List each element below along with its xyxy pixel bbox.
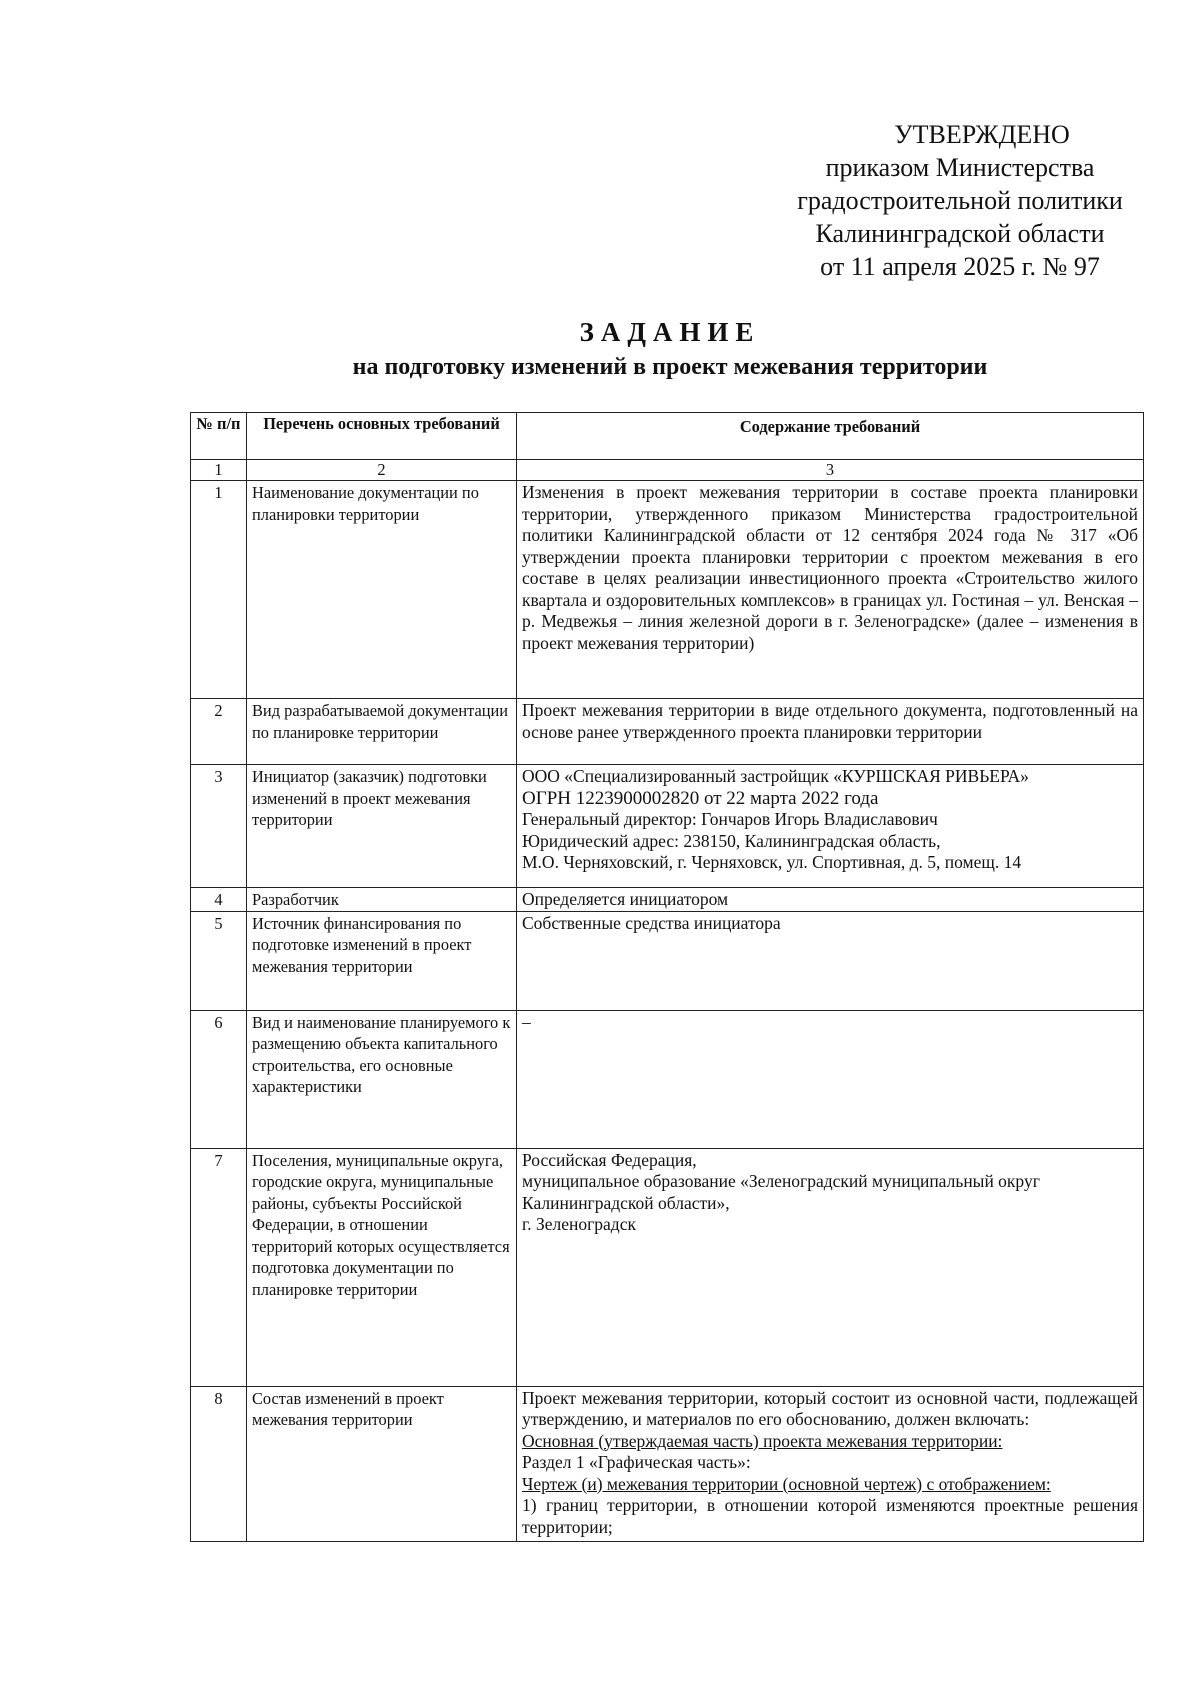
column-number: 2	[247, 460, 517, 481]
content-line: Российская Федерация,	[522, 1149, 697, 1170]
table-row	[191, 1386, 1144, 1541]
header-num: № п/п	[191, 413, 247, 460]
content-intro: Проект межевания территории, который состоит из основной части, подлежащей утверждению, и материалов по его обоснованию, должен включать:	[522, 1387, 1138, 1429]
table-row	[191, 911, 1144, 1010]
requirement-name: Вид и наименование планируемого к размещению объекта капитального строительства, его основные характеристики	[247, 1010, 517, 1148]
requirement-name: Состав изменений в проект межевания территории	[247, 1386, 517, 1541]
content-line: Юридический адрес: 238150, Калининградская область,	[522, 830, 941, 851]
requirement-name: Вид разрабатываемой документации по планировке территории	[247, 699, 517, 765]
content-line: Генеральный директор: Гончаров Игорь Владиславович	[522, 809, 938, 829]
header-requirements: Перечень основных требований	[247, 413, 517, 460]
row-number: 7	[191, 1148, 247, 1386]
approval-line: приказом Министерства	[825, 153, 1095, 182]
row-number: 2	[191, 699, 247, 765]
row-number: 3	[191, 765, 247, 888]
table-row	[191, 765, 1144, 888]
requirements-table	[190, 412, 1144, 1542]
content-line: г. Зеленоградск	[522, 1214, 636, 1234]
approval-stamp	[700, 118, 1200, 283]
table-row	[191, 699, 1144, 765]
document-title-block	[100, 315, 1200, 383]
approval-date-line: от 11 апреля 2025 г. № 97	[820, 252, 1100, 281]
requirement-content: Изменения в проект межевания территории в составе проекта планировки территории, утвержденного приказом Министерства градостроительной политики Калининградской области от 12 сентября 2024 года № 317 «Об утверждении проекта планировки территории с проектом межевания в его составе в целях реализации инвестиционного проекта «Строительство жилого квартала и оздоровительных комплексов» в границах ул. Гостиная – ул. Венская – р. Медвежья – линия железной дороги в г. Зеленоградске» (далее – изменения в проект межевания территории)	[517, 481, 1144, 699]
column-number-row	[191, 460, 1144, 481]
approval-title: УТВЕРЖДЕНО	[894, 120, 1070, 149]
row-number: 1	[191, 481, 247, 699]
column-number: 3	[517, 460, 1144, 481]
document-subtitle: на подготовку изменений в проект межевания территории	[352, 354, 988, 380]
content-section: Раздел 1 «Графическая часть»:	[522, 1452, 751, 1472]
requirement-content: Проект межевания территории в виде отдельного документа, подготовленный на основе ранее утвержденного проекта планировки территории	[517, 699, 1144, 765]
row-number: 4	[191, 888, 247, 912]
requirement-name: Разработчик	[247, 888, 517, 912]
column-number: 1	[191, 460, 247, 481]
row-number: 6	[191, 1010, 247, 1148]
content-drawing: Чертеж (и) межевания территории (основной чертеж) с отображением:	[522, 1473, 1051, 1494]
content-line: ООО «Специализированный застройщик «КУРШСКАЯ РИВЬЕРА»	[522, 766, 1029, 786]
content-line: ОГРН 1223900002820 от 22 марта 2022 года	[522, 787, 879, 809]
content-line: муниципальное образование «Зеленоградский муниципальный округ	[522, 1171, 1040, 1191]
row-number: 8	[191, 1386, 247, 1541]
content-line: Калининградской области»,	[522, 1192, 730, 1213]
requirement-name: Инициатор (заказчик) подготовки изменений в проект межевания территории	[247, 765, 517, 888]
content-main-part: Основная (утверждаемая часть) проекта межевания территории:	[522, 1430, 1003, 1451]
table-row	[191, 888, 1144, 912]
requirement-content: –	[517, 1010, 1144, 1148]
approval-line: Калининградской области	[815, 219, 1105, 248]
requirement-content: Собственные средства инициатора	[517, 911, 1144, 1010]
table-row	[191, 1010, 1144, 1148]
table-row	[191, 1148, 1144, 1386]
requirement-name: Поселения, муниципальные округа, городские округа, муниципальные районы, субъекты Российской Федерации, в отношении территорий которых осуществляется подготовка документации по планировке территории	[247, 1148, 517, 1386]
header-content: Содержание требований	[517, 413, 1144, 460]
content-item: 1) границ территории, в отношении которой изменяются проектные решения территории;	[522, 1495, 1138, 1537]
content-line: М.О. Черняховский, г. Черняховск, ул. Спортивная, д. 5, помещ. 14	[522, 852, 1022, 872]
approval-line: градостроительной политики	[797, 186, 1123, 215]
requirement-content: Определяется инициатором	[517, 888, 1144, 912]
requirement-content	[517, 1148, 1144, 1386]
table-header-row	[191, 413, 1144, 460]
table-row	[191, 481, 1144, 699]
requirement-name: Источник финансирования по подготовке изменений в проект межевания территории	[247, 911, 517, 1010]
row-number: 5	[191, 911, 247, 1010]
requirement-name: Наименование документации по планировки территории	[247, 481, 517, 699]
requirement-content	[517, 765, 1144, 888]
requirement-content	[517, 1386, 1144, 1541]
document-title: ЗАДАНИЕ	[579, 317, 761, 347]
